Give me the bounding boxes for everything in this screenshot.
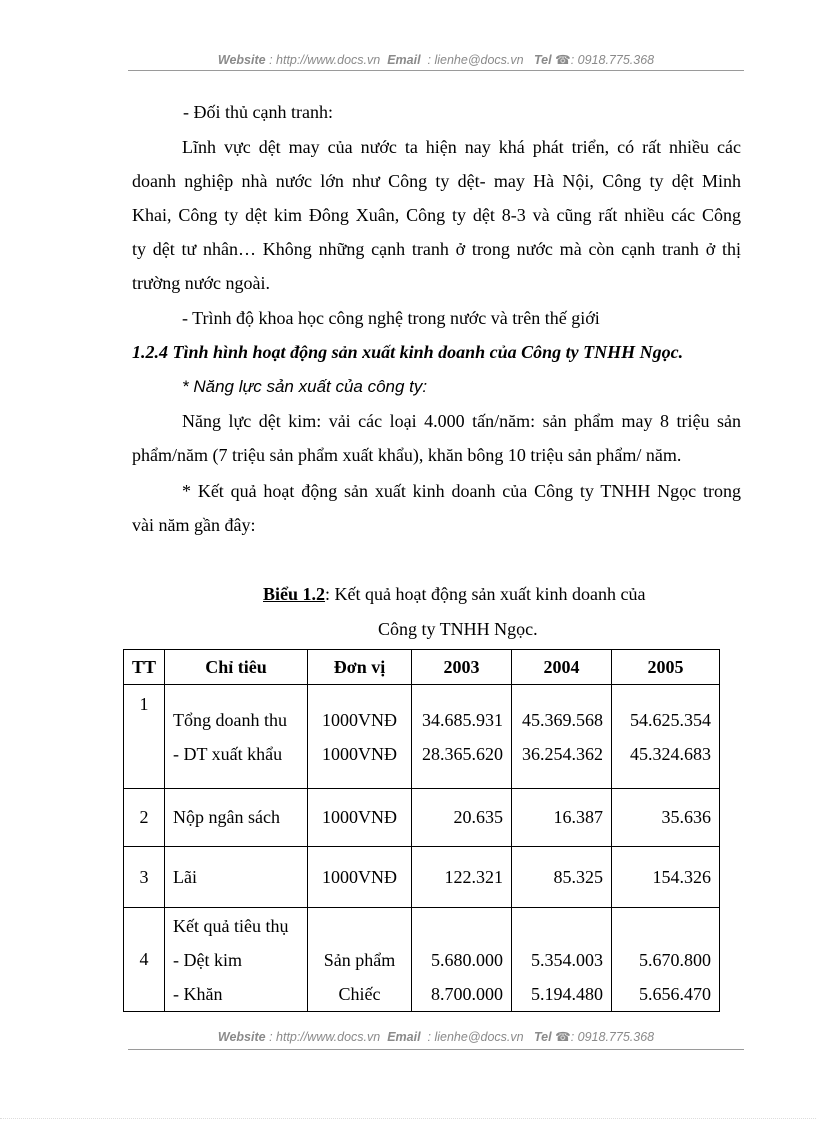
row-2003: 20.635: [412, 789, 512, 847]
row-2003: 122.321: [412, 847, 512, 908]
row-items: Tổng doanh thu - DT xuất khẩu: [165, 685, 308, 789]
capacity-heading: * Năng lực sản xuất của công ty:: [182, 377, 428, 396]
caption-text-1: : Kết quả hoạt động sản xuất kinh doanh của: [325, 584, 646, 604]
caption-label: Biểu 1.2: [263, 584, 326, 604]
competitors-line-3: Khai, Công ty dệt kim Đông Xuân, Công ty dệt 8-3 và cũng rất nhiều các Công: [132, 205, 741, 225]
header-website-url[interactable]: : http://www.docs.vn: [269, 53, 381, 67]
footer-website-url[interactable]: : http://www.docs.vn: [269, 1030, 381, 1044]
footer-website-label: Website: [217, 1030, 266, 1044]
tech-line: - Trình độ khoa học công nghệ trong nước và trên thế giới: [182, 308, 600, 328]
page-header: [128, 52, 744, 72]
row-tt: 2: [124, 789, 165, 847]
table-row: [124, 847, 720, 908]
row-units: Sản phẩm Chiếc: [308, 908, 412, 1012]
row-tt: 3: [124, 847, 165, 908]
row-units: 1000VNĐ 1000VNĐ: [308, 685, 412, 789]
capacity-line-2: phẩm/năm (7 triệu sản phẩm xuất khẩu), khăn bông 10 triệu sản phẩm/ năm.: [132, 445, 682, 465]
row-items: Nộp ngân sách: [165, 789, 308, 847]
header-rule: [128, 70, 744, 71]
footer-email-value[interactable]: : lienhe@docs.vn: [427, 1030, 524, 1044]
header-email-value[interactable]: : lienhe@docs.vn: [427, 53, 524, 67]
row-units: 1000VNĐ: [308, 789, 412, 847]
col-header-2003: 2003: [412, 650, 512, 685]
caption-text-2: Công ty TNHH Ngọc.: [378, 619, 538, 639]
row-2004: 16.387: [512, 789, 612, 847]
row-units: 1000VNĐ: [308, 847, 412, 908]
table-row: [124, 789, 720, 847]
col-header-tt: TT: [124, 650, 165, 685]
competitors-line-2: doanh nghiệp nhà nước lớn như Công ty dệt- may Hà Nội, Công ty dệt Minh: [132, 171, 741, 191]
col-header-indicator: Chỉ tiêu: [165, 650, 308, 685]
phone-icon: ☎: [555, 53, 571, 67]
row-2005: 35.636: [612, 789, 720, 847]
competitors-line-5: trường nước ngoài.: [132, 273, 271, 293]
phone-icon: ☎: [555, 1030, 571, 1044]
col-header-2005: 2005: [612, 650, 720, 685]
table-row: [124, 685, 720, 789]
page-footer: [128, 1029, 744, 1053]
table-header-row: [124, 650, 720, 685]
table-caption-line-1: [263, 580, 645, 608]
row-2005: 5.670.800 5.656.470: [612, 908, 720, 1012]
row-items: Kết quả tiêu thụ - Dệt kim - Khăn: [165, 908, 308, 1012]
header-tel-value: : 0918.775.368: [570, 53, 655, 67]
row-tt: 1: [124, 685, 165, 789]
row-items: Lãi: [165, 847, 308, 908]
results-line-1: * Kết quả hoạt động sản xuất kinh doanh của Công ty TNHH Ngọc trong: [182, 481, 741, 501]
row-2005: 154.326: [612, 847, 720, 908]
competitors-line-4: ty dệt tư nhân… Không những cạnh tranh ở trong nước mà còn cạnh tranh ở thị: [132, 239, 741, 259]
capacity-line-1: Năng lực dệt kim: vải các loại 4.000 tấn/năm: sản phẩm may 8 triệu sản: [182, 411, 741, 431]
row-2003: 5.680.000 8.700.000: [412, 908, 512, 1012]
footer-email-label: Email: [387, 1030, 421, 1044]
col-header-unit: Đơn vị: [308, 650, 412, 685]
competitors-heading: - Đối thủ cạnh tranh:: [183, 102, 333, 122]
results-line-2: vài năm gần đây:: [132, 515, 256, 535]
footer-tel-label: Tel: [534, 1030, 552, 1044]
row-2004: 5.354.003 5.194.480: [512, 908, 612, 1012]
header-website-label: Website: [217, 53, 266, 67]
header-tel-label: Tel: [534, 53, 552, 67]
section-heading: 1.2.4 Tình hình hoạt động sản xuất kinh doanh của Công ty TNHH Ngọc.: [132, 342, 684, 362]
footer-tel-value: : 0918.775.368: [570, 1030, 655, 1044]
row-2004: 45.369.568 36.254.362: [512, 685, 612, 789]
row-2005: 54.625.354 45.324.683: [612, 685, 720, 789]
row-2003: 34.685.931 28.365.620: [412, 685, 512, 789]
page-bottom-border: [0, 1118, 816, 1119]
col-header-2004: 2004: [512, 650, 612, 685]
table-row: [124, 908, 720, 1012]
header-email-label: Email: [387, 53, 421, 67]
competitors-line-1: Lĩnh vực dệt may của nước ta hiện nay khá phát triển, có rất nhiều các: [182, 137, 741, 157]
row-2004: 85.325: [512, 847, 612, 908]
row-tt: 4: [124, 908, 165, 1012]
results-table: [123, 649, 720, 1012]
footer-rule: [128, 1049, 744, 1050]
